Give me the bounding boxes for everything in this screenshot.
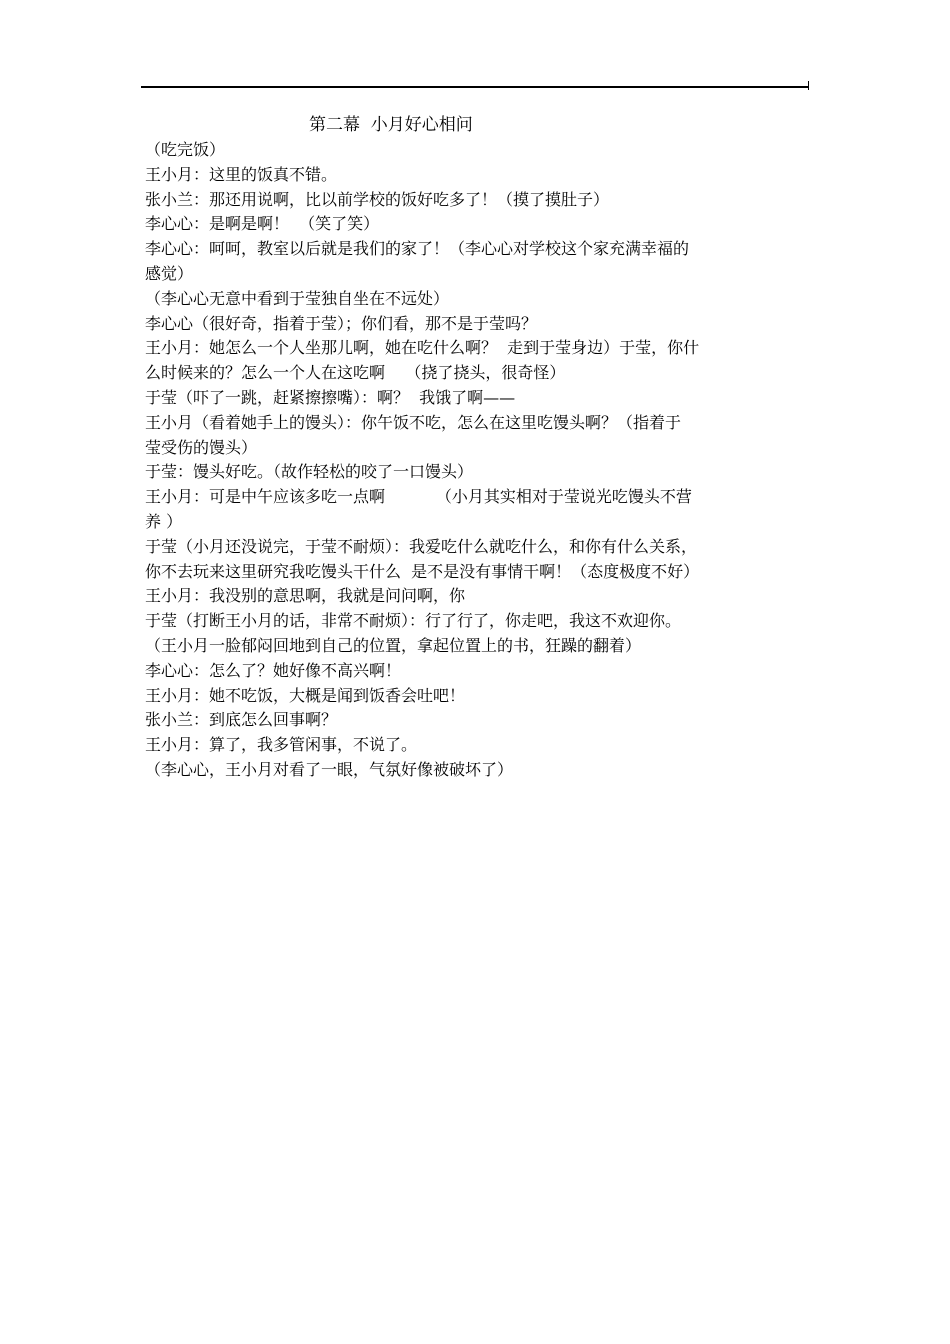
script-line: 张小兰：那还用说啊，比以前学校的饭好吃多了！（摸了摸肚子） bbox=[145, 189, 610, 209]
script-line: 王小月：算了，我多管闲事，不说了。 bbox=[145, 735, 418, 755]
script-line: （李心心无意中看到于莹独自坐在不远处） bbox=[145, 288, 450, 308]
script-line: 王小月：我没别的意思啊，我就是问问啊，你 bbox=[145, 586, 466, 606]
script-line: 王小月：她不吃饭，大概是闻到饭香会吐吧！ bbox=[145, 685, 466, 705]
script-line: 于莹：馒头好吃。（故作轻松的咬了一口馒头） bbox=[145, 462, 474, 482]
script-line: （吃完饭） bbox=[145, 140, 226, 159]
script-line: 李心心：怎么了？她好像不高兴啊！ bbox=[145, 660, 402, 680]
script-line: 莹受伤的馒头） bbox=[145, 437, 258, 457]
script-line: （李心心，王小月对看了一眼，气氛好像被破坏了） bbox=[145, 759, 514, 779]
script-line: 李心心：呵呵，教室以后就是我们的家了！（李心心对学校这个家充满幸福的 bbox=[145, 239, 690, 259]
header-rule bbox=[141, 86, 809, 88]
script-line: 王小月：她怎么一个人坐那儿啊，她在吃什么啊？ 走到于莹身边）于莹，你什 bbox=[145, 338, 700, 358]
script-line: 王小月：这里的饭真不错。 bbox=[145, 164, 338, 184]
script-line: 养 ） bbox=[145, 511, 183, 531]
script-line: 李心心：是啊是啊！ （笑了笑） bbox=[145, 214, 380, 234]
script-line: 于莹（吓了一跳，赶紧擦擦嘴）：啊？ 我饿了啊—— bbox=[145, 387, 516, 407]
script-line: 么时候来的？怎么一个人在这吃啊 （挠了挠头，很奇怪） bbox=[145, 363, 566, 383]
script-line: 你不去玩来这里研究我吃馒头干什么 是不是没有事情干啊！（态度极度不好） bbox=[145, 561, 700, 581]
script-line: 王小月（看着她手上的馒头）：你午饭不吃，怎么在这里吃馒头啊？（指着于 bbox=[145, 412, 682, 432]
script-line: 于莹（打断王小月的话，非常不耐烦）：行了行了，你走吧，我这不欢迎你。 bbox=[145, 611, 682, 631]
script-line: 张小兰：到底怎么回事啊？ bbox=[145, 710, 338, 730]
header-rule-tick bbox=[808, 81, 809, 90]
script-line: 李心心（很好奇，指着于莹）；你们看，那不是于莹吗？ bbox=[145, 313, 538, 333]
script-body bbox=[145, 138, 810, 783]
script-line: 于莹（小月还没说完，于莹不耐烦）：我爱吃什么就吃什么，和你有什么关系， bbox=[145, 536, 698, 556]
script-line: （王小月一脸郁闷回地到自己的位置，拿起位置上的书，狂躁的翻着） bbox=[145, 635, 642, 655]
script-line: 王小月：可是中午应该多吃一点啊 （小月其实相对于莹说光吃馒头不营 bbox=[145, 487, 692, 507]
script-line: 感觉） bbox=[145, 263, 194, 283]
page-title: 第二幕 小月好心相问 bbox=[309, 115, 473, 135]
